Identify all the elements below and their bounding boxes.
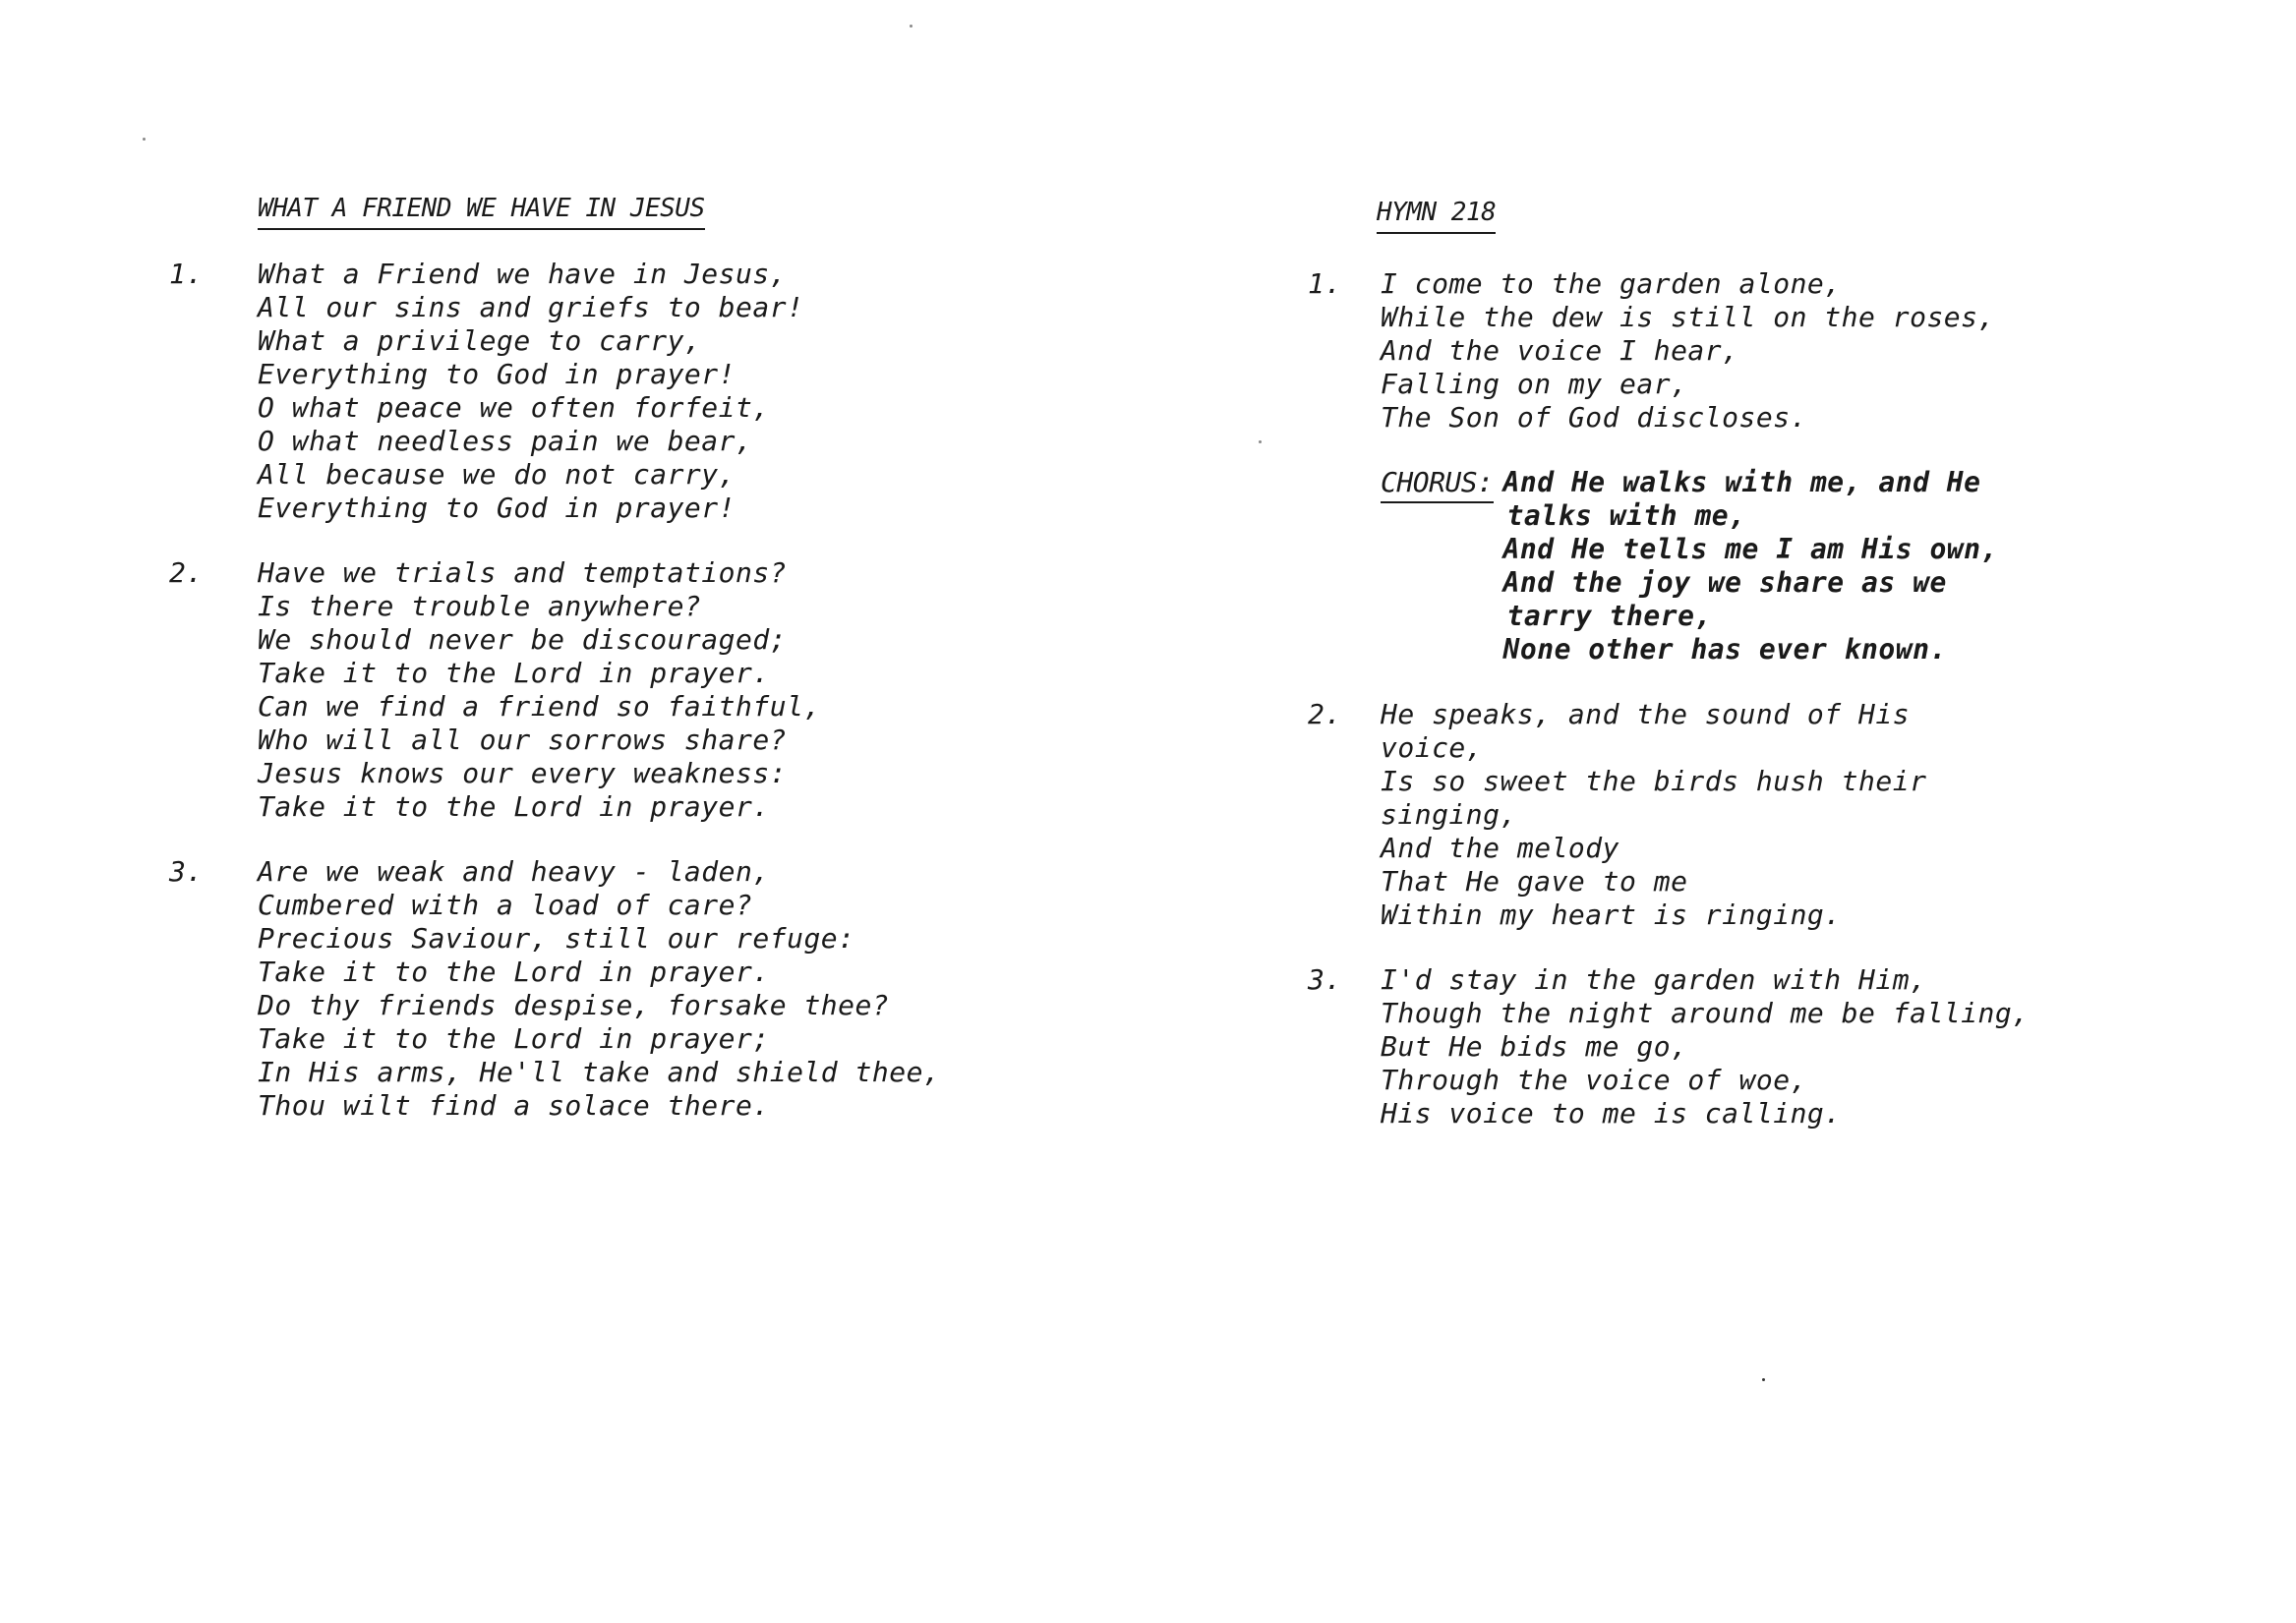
verse-line: O what peace we often forfeit, (258, 391, 770, 424)
verse-line: What a privilege to carry, (258, 324, 702, 357)
verse-line: Precious Saviour, still our refuge: (258, 922, 855, 955)
verse-line: Cumbered with a load of care? (258, 889, 753, 921)
verse-line: Jesus knows our every weakness: (258, 757, 788, 789)
scan-speck (143, 138, 146, 141)
verse-line: In His arms, He'll take and shield thee, (258, 1056, 941, 1088)
chorus-line: None other has ever known. (1502, 633, 1947, 666)
verse-line: Who will all our sorrows share? (258, 724, 788, 756)
verse-line: Take it to the Lord in prayer. (258, 956, 770, 988)
verse-number: 2. (1308, 698, 1342, 730)
verse-line: He speaks, and the sound of His (1381, 698, 1911, 730)
verse-line: We should never be discouraged; (258, 623, 788, 656)
left-verse-2 (169, 556, 936, 824)
chorus-line: And He tells me I am His own, (1502, 533, 1998, 565)
verse-line: That He gave to me (1381, 865, 1688, 898)
left-hymn (169, 191, 941, 1154)
verse-line: While the dew is still on the roses, (1381, 301, 1995, 333)
chorus-label: CHORUS: (1381, 466, 1494, 503)
verse-line: Through the voice of woe, (1381, 1064, 1807, 1096)
scan-speck (1259, 440, 1262, 443)
verse-number: 1. (169, 258, 204, 290)
verse-line: Do thy friends despise, forsake thee? (258, 989, 890, 1021)
left-hymn-title: WHAT A FRIEND WE HAVE IN JESUS (258, 192, 705, 230)
verse-line: Take it to the Lord in prayer. (258, 657, 770, 689)
scan-speck (1762, 1378, 1765, 1381)
chorus-line: tarry there, (1506, 600, 1712, 632)
right-hymn-title: HYMN 218 (1377, 196, 1496, 234)
verse-line: Are we weak and heavy - laden, (258, 855, 770, 888)
verse-number: 3. (169, 855, 204, 888)
right-hymn (1308, 195, 2114, 1162)
verse-number: 1. (1308, 267, 1342, 300)
right-verse-3 (1308, 963, 2114, 1130)
verse-line: Though the night around me be falling, (1381, 997, 2030, 1029)
verse-number: 3. (1308, 963, 1342, 996)
verse-line: The Son of God discloses. (1381, 401, 1807, 434)
scan-speck (910, 25, 913, 28)
verse-line: singing, (1381, 798, 1517, 831)
verse-line: I'd stay in the garden with Him, (1381, 963, 1927, 996)
right-verse-1 (1308, 267, 2114, 435)
verse-line: Have we trials and temptations? (258, 556, 788, 589)
verse-line: But He bids me go, (1381, 1030, 1688, 1063)
chorus-lines (1503, 466, 1998, 667)
verse-line: Within my heart is ringing. (1381, 898, 1842, 931)
chorus-line: And the joy we share as we (1502, 566, 1947, 599)
verse-line: Is so sweet the birds hush their (1381, 765, 1927, 797)
verse-line: Thou wilt find a solace there. (258, 1089, 770, 1122)
chorus-line: And He walks with me, and He (1502, 466, 1981, 498)
verse-line: Everything to God in prayer! (258, 492, 736, 524)
verse-line: His voice to me is calling. (1381, 1097, 1842, 1130)
verse-line: Everything to God in prayer! (258, 358, 736, 390)
verse-number: 2. (169, 556, 204, 589)
right-verse-2 (1308, 698, 2114, 932)
verse-line: O what needless pain we bear, (258, 425, 753, 457)
verse-line: All our sins and griefs to bear! (258, 291, 804, 323)
verse-line: All because we do not carry, (258, 458, 736, 491)
left-verse-3 (169, 855, 941, 1123)
verse-line: Is there trouble anywhere? (258, 590, 702, 622)
verse-line: And the melody (1381, 832, 1620, 864)
verse-line: What a Friend we have in Jesus, (258, 258, 788, 290)
verse-line: Falling on my ear, (1381, 368, 1688, 400)
left-verse-1 (169, 258, 936, 525)
verse-line: Can we find a friend so faithful, (258, 690, 821, 723)
verse-line: Take it to the Lord in prayer; (258, 1022, 770, 1055)
chorus-line: talks with me, (1506, 499, 1746, 532)
chorus (1308, 466, 2114, 667)
verse-line: And the voice I hear, (1381, 334, 1739, 367)
verse-line: Take it to the Lord in prayer. (258, 790, 770, 823)
verse-line: voice, (1381, 731, 1484, 764)
verse-line: I come to the garden alone, (1381, 267, 1842, 300)
